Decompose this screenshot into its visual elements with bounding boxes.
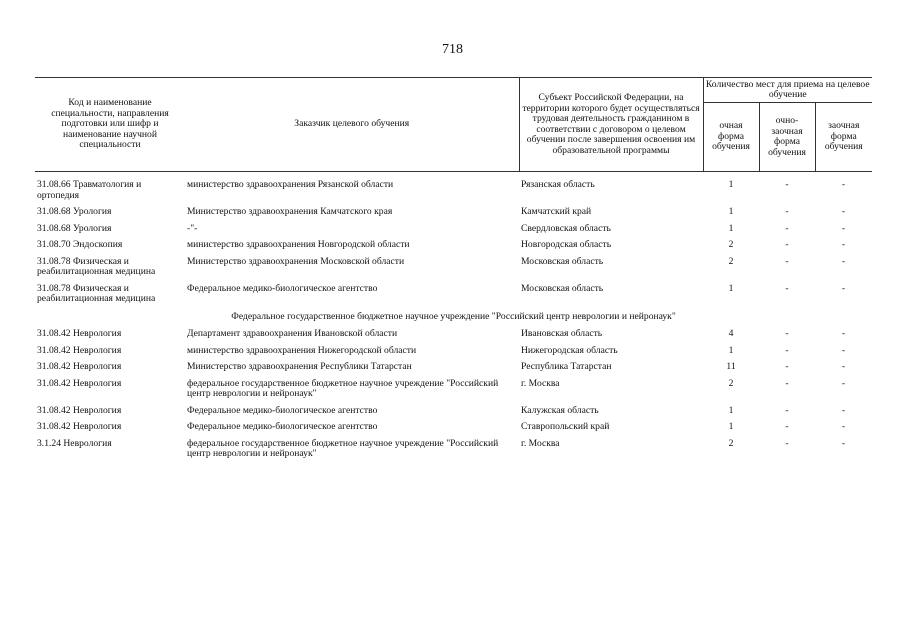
- header-code: Код и наименование специальности, направления подготовки или шифр и наименование научной специальности: [35, 78, 185, 172]
- row-code: 31.08.42 Неврология: [37, 421, 122, 432]
- row-part-time: -: [785, 239, 789, 250]
- row-part-time: -: [785, 282, 789, 294]
- row-part-time: -: [785, 328, 789, 339]
- row-customer: Федеральное медико-биологическое агентство: [187, 404, 378, 416]
- row-code: 31.08.42 Неврология: [37, 328, 122, 339]
- table-row: [35, 222, 872, 239]
- row-part-time: -: [785, 404, 789, 416]
- row-full-time: 1: [728, 421, 734, 432]
- table-row: [35, 344, 872, 361]
- row-part-time: -: [785, 255, 789, 267]
- row-full-time: 1: [728, 206, 734, 217]
- row-region: Новгородская область: [521, 239, 612, 250]
- row-customer: Департамент здравоохранения Ивановской области: [187, 328, 398, 339]
- row-full-time: 1: [728, 222, 734, 234]
- table-row: [35, 327, 872, 344]
- row-full-time: 1: [728, 344, 734, 356]
- row-full-time: 1: [728, 179, 734, 190]
- table-row: [35, 404, 872, 421]
- row-code: 3.1.24 Неврология: [37, 437, 112, 449]
- header-part-time: очно-заочная форма обучения: [759, 103, 815, 172]
- row-part-time: -: [785, 377, 789, 389]
- row-extramural: -: [841, 404, 846, 416]
- row-part-time: -: [785, 222, 789, 234]
- row-code: 31.08.68 Урология: [37, 206, 112, 217]
- header-quantity: Количество мест для приема на целевое обучение: [703, 78, 872, 103]
- row-customer: федеральное государственное бюджетное научное учреждение "Российский центр неврологии и нейронаук": [187, 437, 499, 459]
- row-full-time: 2: [728, 437, 734, 449]
- row-customer: Министерство здравоохранения Московской области: [187, 255, 405, 267]
- row-part-time: -: [785, 206, 789, 217]
- row-region: Калужская область: [521, 404, 599, 416]
- row-region: г. Москва: [521, 437, 560, 449]
- row-extramural: -: [841, 206, 846, 217]
- row-region: Ставропольский край: [521, 421, 610, 432]
- row-code: 31.08.78 Физическая и реабилитационная медицина: [37, 255, 156, 277]
- row-code: 31.08.42 Неврология: [37, 377, 122, 389]
- row-customer: Министерство здравоохранения Камчатского края: [187, 206, 393, 217]
- row-customer: Министерство здравоохранения Республики Татарстан: [187, 361, 412, 372]
- row-customer: федеральное государственное бюджетное научное учреждение "Российский центр неврологии и нейронаук": [187, 377, 499, 399]
- header-subject: Субъект Российской Федерации, на территории которого будет осуществляться трудовая деятельность гражданином в соответствии с договором о целевом обучении после завершения освоения им образовательной программы: [519, 78, 703, 172]
- row-region: Нижегородская область: [521, 344, 618, 356]
- table-row: [35, 205, 872, 222]
- row-code: 31.08.70 Эндоскопия: [37, 239, 123, 250]
- row-customer: Федеральное медико-биологическое агентство: [187, 421, 378, 432]
- page-number: 718: [442, 42, 463, 57]
- row-full-time: 11: [726, 361, 736, 372]
- row-extramural: -: [841, 255, 846, 267]
- row-region: Московская область: [521, 282, 604, 294]
- row-part-time: -: [785, 344, 789, 356]
- table-row: [35, 377, 872, 404]
- row-extramural: -: [841, 179, 846, 190]
- row-region: Рязанская область: [521, 179, 595, 190]
- row-customer: -"-: [187, 222, 198, 234]
- row-full-time: 1: [728, 282, 734, 294]
- row-code: 31.08.42 Неврология: [37, 344, 122, 356]
- header-extramural: заочная форма обучения: [815, 103, 872, 172]
- table-row: [35, 360, 872, 377]
- row-extramural: -: [841, 239, 846, 250]
- header-customer: Заказчик целевого обучения: [185, 78, 519, 172]
- row-full-time: 4: [728, 328, 734, 339]
- table-row: [35, 420, 872, 437]
- rows-group-b: [35, 327, 872, 464]
- row-full-time: 1: [728, 404, 734, 416]
- row-extramural: -: [841, 377, 846, 389]
- row-extramural: -: [841, 421, 846, 432]
- section-title: Федеральное государственное бюджетное научное учреждение "Российский центр неврологии и нейронаук": [231, 310, 676, 322]
- row-customer: Федеральное медико-биологическое агентство: [187, 282, 378, 294]
- row-extramural: -: [841, 328, 846, 339]
- row-extramural: -: [841, 282, 846, 294]
- row-part-time: -: [785, 179, 789, 190]
- row-customer: министерство здравоохранения Новгородской области: [187, 239, 410, 250]
- row-region: Свердловская область: [521, 222, 611, 234]
- row-extramural: -: [841, 344, 846, 356]
- row-full-time: 2: [728, 239, 734, 250]
- table-row: [35, 238, 872, 255]
- row-part-time: -: [785, 361, 789, 372]
- row-region: Камчатский край: [521, 206, 592, 217]
- table-row: [35, 282, 872, 309]
- row-extramural: -: [841, 361, 846, 372]
- row-code: 31.08.42 Неврология: [37, 361, 122, 372]
- row-customer: министерство здравоохранения Рязанской области: [187, 179, 394, 190]
- row-code: 31.08.68 Урология: [37, 222, 112, 234]
- row-code: 31.08.42 Неврология: [37, 404, 122, 416]
- row-region: Республика Татарстан: [521, 361, 612, 372]
- rows-group-a: [35, 178, 872, 309]
- row-code: 31.08.78 Физическая и реабилитационная медицина: [37, 282, 156, 304]
- row-region: Ивановская область: [521, 328, 603, 339]
- row-region: г. Москва: [521, 377, 560, 389]
- table-row: [35, 178, 872, 205]
- row-code: 31.08.66 Травматология и ортопедия: [37, 179, 142, 201]
- row-part-time: -: [785, 421, 789, 432]
- row-extramural: -: [841, 437, 846, 449]
- table-row: [35, 255, 872, 282]
- row-part-time: -: [785, 437, 789, 449]
- row-full-time: 2: [728, 255, 734, 267]
- header-full-time: очная форма обучения: [703, 103, 759, 172]
- row-customer: министерство здравоохранения Нижегородской области: [187, 344, 417, 356]
- row-region: Московская область: [521, 255, 604, 267]
- row-extramural: -: [841, 222, 846, 234]
- row-full-time: 2: [728, 377, 734, 389]
- quota-table: [35, 77, 872, 464]
- table-row: [35, 437, 872, 464]
